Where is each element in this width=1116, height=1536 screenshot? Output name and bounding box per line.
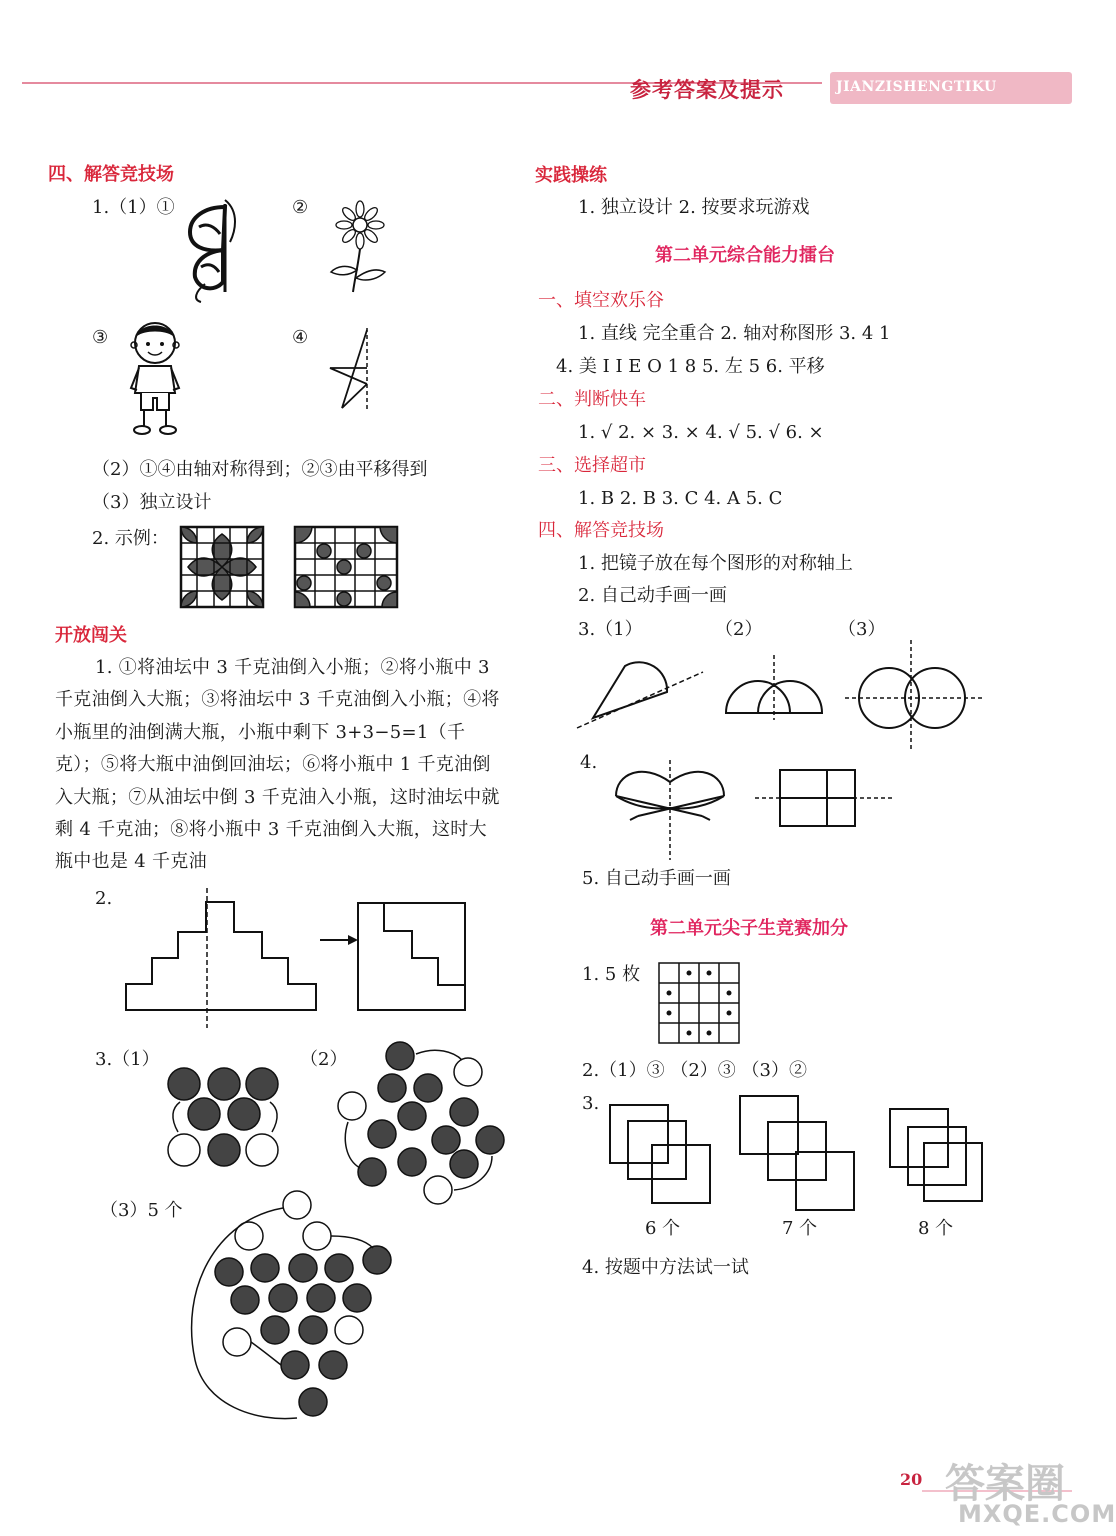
boy-figure <box>125 318 185 438</box>
overlap-squares-7 <box>738 1094 858 1212</box>
coin-hexagon-2 <box>336 1040 508 1208</box>
solve-answer-5: 5. 自己动手画一画 <box>582 868 731 889</box>
half-star-figure <box>322 328 377 413</box>
fill-section-title: 一、填空欢乐谷 <box>538 290 664 311</box>
tile-pattern-1 <box>180 526 264 608</box>
header-tab-text: JIANZISHENGTIKU <box>836 79 997 95</box>
dot-grid-figure <box>658 962 740 1044</box>
rectangle-axes-figure <box>755 768 895 830</box>
open-q3-3-label: （3）5 个 <box>100 1200 183 1221</box>
solve-3b-label: （2） <box>715 619 763 640</box>
watermark-logo: 答案圈 <box>945 1461 1065 1507</box>
q1-2-answer: （2）①④由轴对称得到；②③由平移得到 <box>92 459 428 480</box>
choose-answers: 1. B 2. B 3. C 4. A 5. C <box>578 488 783 509</box>
q1-c4-label: ④ <box>292 327 309 348</box>
solve-3c-label: （3） <box>838 619 886 640</box>
top-q3-label: 3. <box>582 1093 600 1114</box>
fan-figure <box>575 652 705 732</box>
coin-triangle-1 <box>160 1062 290 1177</box>
fill-answer-2: 4. 美 I I E O 1 8 5. 左 5 6. 平移 <box>556 356 825 377</box>
q2-label: 2. 示例： <box>92 528 169 549</box>
q1-3-answer: （3）独立设计 <box>92 492 212 513</box>
header-tab <box>830 72 1072 104</box>
crossed-fans-figure <box>612 760 732 860</box>
header-title: 参考答案及提示 <box>630 77 784 102</box>
q1-c3-label: ③ <box>92 327 109 348</box>
solve-answer-1: 1. 把镜子放在每个图形的对称轴上 <box>578 553 853 574</box>
choose-section-title: 三、选择超市 <box>538 455 646 476</box>
judge-section-title: 二、判断快车 <box>538 389 646 410</box>
page-number: 20 <box>900 1470 923 1489</box>
left-section-title: 四、解答竞技场 <box>48 164 174 185</box>
solve-section-title: 四、解答竞技场 <box>538 520 664 541</box>
top-q2-answer: 2.（1）③ （2）③ （3）② <box>582 1060 807 1081</box>
q1-c2-label: ② <box>292 197 309 218</box>
caption-7: 7 个 <box>782 1218 818 1239</box>
solve-3a-label: 3.（1） <box>578 619 643 640</box>
solve-answer-2: 2. 自己动手画一画 <box>578 585 727 606</box>
tile-pattern-2 <box>294 526 398 608</box>
fill-answer-1: 1. 直线 完全重合 2. 轴对称图形 3. 4 1 <box>578 323 891 344</box>
top-q1-answer: 1. 5 枚 <box>582 964 641 985</box>
judge-answers: 1. √ 2. × 3. × 4. √ 5. √ 6. × <box>578 422 824 443</box>
caption-8: 8 个 <box>918 1218 954 1239</box>
open-q2-label: 2. <box>95 888 113 909</box>
two-circles-figure <box>845 640 985 750</box>
practice-answer: 1. 独立设计 2. 按要求玩游戏 <box>578 197 810 218</box>
top-q4-answer: 4. 按题中方法试一试 <box>582 1257 749 1278</box>
unit2-title: 第二单元综合能力擂台 <box>655 245 835 266</box>
watermark-site: MXQE.COM <box>958 1500 1116 1528</box>
top-student-title: 第二单元尖子生竞赛加分 <box>650 918 848 939</box>
flower-figure <box>325 200 395 295</box>
open-q3-1-label: 3.（1） <box>95 1049 160 1070</box>
practice-title: 实践操练 <box>535 165 607 186</box>
open-section-title: 开放闯关 <box>55 625 127 646</box>
open-q3-2-label: （2） <box>300 1049 348 1070</box>
coin-triangle-3 <box>185 1190 405 1425</box>
caption-6: 6 个 <box>645 1218 681 1239</box>
double-semicircle-figure <box>722 655 827 720</box>
solve-4-label: 4. <box>580 752 598 773</box>
staircase-figure <box>120 888 470 1030</box>
open-q1-paragraph: 1. ①将油坛中 3 千克油倒入小瓶；②将小瓶中 3 千克油倒入大瓶；③将油坛中 3 千克油倒入小瓶；④将小瓶里的油倒满大瓶，小瓶中剩下 3+3−5=1（千克）；⑤将大瓶中油倒回油坛；⑥将小瓶中 1 千克油倒入大瓶；⑦从油坛中倒 3 千克油入小瓶，这时油坛中就剩 4 千克油；⑧将小瓶中 3 千克油倒入大瓶，这时大瓶中也是 4 千克油 <box>55 657 500 873</box>
q1-1-label: 1.（1）① <box>92 197 175 218</box>
overlap-squares-6 <box>608 1103 712 1205</box>
overlap-squares-8 <box>888 1107 986 1205</box>
butterfly-half-figure <box>185 192 245 307</box>
